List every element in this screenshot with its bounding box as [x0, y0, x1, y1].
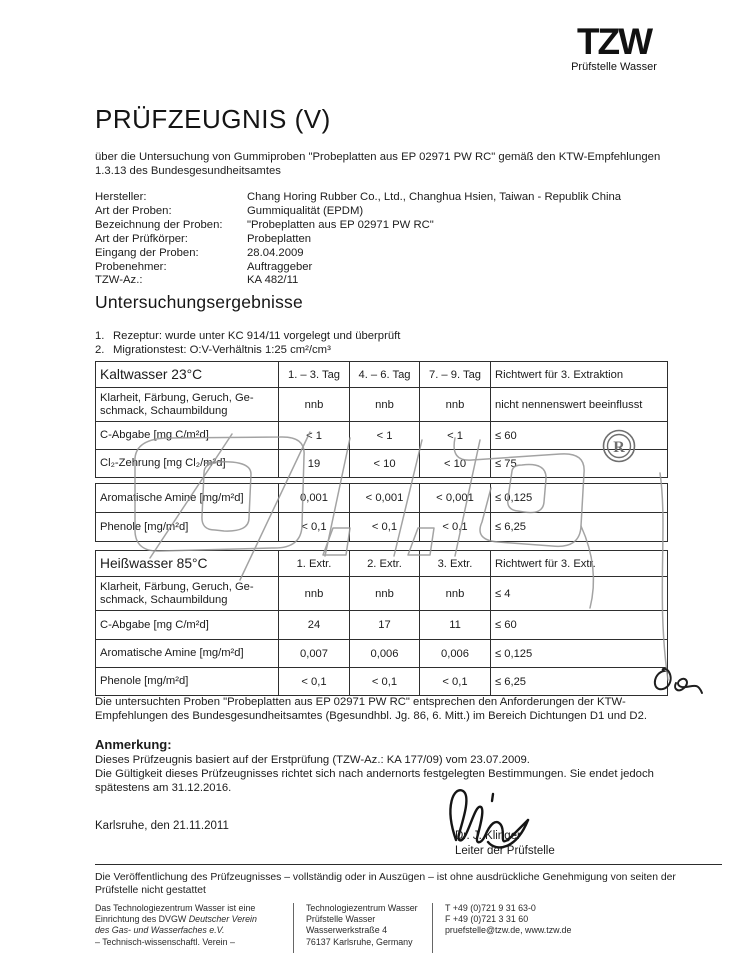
- tzw-logo: [566, 21, 662, 73]
- kaltwasser-table: [95, 361, 668, 478]
- meta-row: [95, 205, 621, 219]
- column-header: 7. – 9. Tag: [420, 362, 491, 388]
- footer-email-web: pruefstelle@tzw.de, www.tzw.de: [445, 925, 572, 936]
- table-row: [96, 513, 668, 542]
- table-cell: < 0,1: [350, 513, 420, 542]
- table-row: [96, 422, 668, 450]
- meta-value: Gummiqualität (EPDM): [247, 204, 364, 217]
- table-cell: C-Abgabe [mg C/m²d]: [96, 422, 279, 450]
- footer-fax: F +49 (0)721 3 31 60: [445, 914, 529, 925]
- footer-line: Das Technologiezentrum Wasser ist eine: [95, 903, 256, 913]
- meta-label: Eingang der Proben:: [95, 246, 199, 259]
- table-cell: ≤ 0,125: [491, 484, 668, 513]
- table-cell: nnb: [279, 388, 350, 422]
- table-cell: 0,001: [279, 484, 350, 513]
- footer-column-divider: [293, 903, 294, 953]
- results-heading: Untersuchungsergebnisse: [95, 292, 303, 312]
- pre-note-1: [95, 330, 400, 344]
- table-cell: ≤ 60: [491, 422, 668, 450]
- meta-value: 28.04.2009: [247, 246, 304, 259]
- table-cell: nnb: [420, 577, 491, 611]
- heisswasser-table: [95, 550, 668, 696]
- footer-phone: T +49 (0)721 9 31 63-0: [445, 903, 536, 913]
- table-cell: < 1: [350, 422, 420, 450]
- table-cell: ≤ 75: [491, 450, 668, 478]
- table-cell: < 0,1: [420, 513, 491, 542]
- meta-label: Hersteller:: [95, 191, 147, 203]
- meta-row: [95, 261, 621, 275]
- table-header-row: [96, 551, 668, 577]
- table-cell: 0,007: [279, 640, 350, 668]
- table-cell: Phenole [mg/m²d]: [96, 513, 279, 542]
- meta-row: [95, 233, 621, 247]
- sample-meta-block: [95, 191, 621, 288]
- pre-notes: [95, 330, 400, 358]
- table-cell: nnb: [279, 577, 350, 611]
- meta-row: [95, 247, 621, 261]
- table-row: [96, 484, 668, 513]
- svg-text:R: R: [613, 439, 625, 456]
- table-cell: Klarheit, Färbung, Geruch, Geschmack, Schaumbildung: [96, 577, 279, 611]
- table-cell: < 0,001: [350, 484, 420, 513]
- remark-heading: Anmerkung:: [95, 737, 172, 752]
- pre-note-text: Migrationstest: O:V-Verhältnis 1:25 cm²/cm³: [113, 343, 331, 356]
- column-header: Kaltwasser 23°C: [96, 362, 279, 388]
- list-number: 2.: [95, 343, 105, 356]
- intro-paragraph: über die Untersuchung von Gummiproben "Probeplatten aus EP 02971 PW RC" gemäß den KTW-Empfehlungen 1.3.13 des Bundesgesundheitsamtes: [95, 151, 661, 177]
- table-cell: < 10: [350, 450, 420, 478]
- table-cell: ≤ 6,25: [491, 513, 668, 542]
- column-header: 1. Extr.: [279, 551, 350, 577]
- table-row: [96, 450, 668, 478]
- table-cell: ≤ 0,125: [491, 640, 668, 668]
- footer-line: [95, 914, 283, 925]
- tzw-logo-text: TZW: [576, 21, 652, 62]
- meta-row: [95, 274, 621, 288]
- column-header: 1. – 3. Tag: [279, 362, 350, 388]
- kaltwasser-table-amine: [95, 483, 668, 542]
- meta-value: "Probeplatten aus EP 02971 PW RC": [247, 218, 434, 231]
- table-cell: Aromatische Amine [mg/m²d]: [96, 484, 279, 513]
- meta-label: Art der Proben:: [95, 204, 172, 217]
- signer-name: Dr. J. Klinger: [455, 830, 521, 842]
- table-row: [96, 640, 668, 668]
- table-cell: 24: [279, 611, 350, 640]
- table-cell: < 0,1: [420, 668, 491, 696]
- table-header-row: [96, 362, 668, 388]
- footer-org-column: [95, 903, 293, 953]
- meta-label: TZW-Az.:: [95, 274, 143, 287]
- meta-value: Chang Horing Rubber Co., Ltd., Changhua Hsien, Taiwan - Republik China: [247, 191, 622, 203]
- column-header: Heißwasser 85°C: [96, 551, 279, 577]
- table-cell: < 10: [420, 450, 491, 478]
- table-cell: < 0,001: [420, 484, 491, 513]
- pre-note-text: Rezeptur: wurde unter KC 914/11 vorgelegt und überprüft: [113, 330, 401, 342]
- table-cell: C-Abgabe [mg C/m²d]: [96, 611, 279, 640]
- table-cell: < 1: [420, 422, 491, 450]
- publication-note: Die Veröffentlichung des Prüfzeugnisses – vollständig oder in Auszügen – ist ohne ausdrückliche Genehmigung von seiten der Prüfstelle nicht gestattet: [95, 872, 676, 896]
- table-cell: Cl₂-Zehrung [mg Cl₂/m²d]: [96, 450, 279, 478]
- table-cell: ≤ 6,25: [491, 668, 668, 696]
- footer-line: 76137 Karlsruhe, Germany: [306, 936, 413, 947]
- meta-label: Probenehmer:: [95, 260, 167, 273]
- table-cell: nnb: [420, 388, 491, 422]
- table-cell: < 0,1: [279, 513, 350, 542]
- meta-label: Art der Prüfkörper:: [95, 232, 188, 245]
- conclusion-paragraph: Die untersuchten Proben "Probeplatten aus EP 02971 PW RC" entsprechen den Anforderungen der KTW-Empfehlungen des Bundesgesundheitsamtes (Bgesundhbl. Jg. 86, 6. Mitt.) im Bereich Dichtungen D1 und D2.: [95, 696, 647, 722]
- place-date: Karlsruhe, den 21.11.2011: [95, 820, 229, 832]
- pre-note-2: [95, 344, 400, 358]
- table-cell: 17: [350, 611, 420, 640]
- table-cell: nnb: [350, 577, 420, 611]
- table-cell: 0,006: [420, 640, 491, 668]
- tzw-logo-subtitle: Prüfstelle Wasser: [571, 61, 657, 73]
- footer-line: Prüfstelle Wasser: [306, 914, 376, 925]
- table-cell: 19: [279, 450, 350, 478]
- remark-text: [95, 754, 679, 795]
- remark-line-2: Die Gültigkeit dieses Prüfzeugnisses richtet sich nach andernorts festgelegten Bestimmungen. Sie endet jedoch spätestens am 31.12.2016.: [95, 767, 654, 794]
- footer-line: Technologiezentrum Wasser: [306, 903, 418, 913]
- table-cell: < 0,1: [279, 668, 350, 696]
- table-cell: Aromatische Amine [mg/m²d]: [96, 640, 279, 668]
- footer-line-part: Deutscher Verein: [188, 914, 257, 925]
- signer-role: Leiter der Prüfstelle: [455, 844, 555, 857]
- meta-label: Bezeichnung der Proben:: [95, 218, 223, 231]
- meta-row: [95, 219, 621, 233]
- meta-row: [95, 191, 621, 205]
- column-header: 2. Extr.: [350, 551, 420, 577]
- footer: [95, 903, 615, 953]
- page-title: PRÜFZEUGNIS (V): [95, 104, 331, 134]
- footer-divider: [95, 864, 722, 865]
- signer-block: [455, 829, 555, 858]
- table-cell: < 1: [279, 422, 350, 450]
- footer-line: – Technisch-wissenschaftl. Verein –: [95, 936, 235, 947]
- table-row: [96, 611, 668, 640]
- table-cell: 11: [420, 611, 491, 640]
- footer-line-part: Einrichtung des DVGW: [95, 914, 189, 925]
- table-row: [96, 388, 668, 422]
- table-cell: < 0,1: [350, 668, 420, 696]
- table-cell: 0,006: [350, 640, 420, 668]
- list-number: 1.: [95, 330, 105, 342]
- meta-value: Auftraggeber: [247, 260, 313, 273]
- table-row: [96, 577, 668, 611]
- table-row: [96, 668, 668, 696]
- table-cell: ≤ 60: [491, 611, 668, 640]
- footer-contact-column: [445, 903, 615, 953]
- footer-line: Wasserwerkstraße 4: [306, 925, 388, 936]
- footer-address-column: [306, 903, 432, 953]
- remark-line-1: Dieses Prüfzeugnis basiert auf der Erstprüfung (TZW-Az.: KA 177/09) vom 23.07.2009.: [95, 754, 530, 766]
- column-header: Richtwert für 3. Extraktion: [491, 362, 668, 388]
- footer-line: des Gas- und Wasserfaches e.V.: [95, 925, 225, 936]
- table-cell: Klarheit, Färbung, Geruch, Geschmack, Schaumbildung: [96, 388, 279, 422]
- column-header: 3. Extr.: [420, 551, 491, 577]
- column-header: Richtwert für 3. Extr.: [491, 551, 668, 577]
- table-cell: nnb: [350, 388, 420, 422]
- table-cell: nicht nennenswert beeinflusst: [491, 388, 668, 422]
- registered-trademark-stamp: [601, 428, 637, 464]
- column-header: 4. – 6. Tag: [350, 362, 420, 388]
- table-cell: ≤ 4: [491, 577, 668, 611]
- meta-value: KA 482/11: [247, 274, 299, 287]
- table-cell: Phenole [mg/m²d]: [96, 668, 279, 696]
- meta-value: Probeplatten: [247, 232, 312, 245]
- footer-column-divider: [432, 903, 433, 953]
